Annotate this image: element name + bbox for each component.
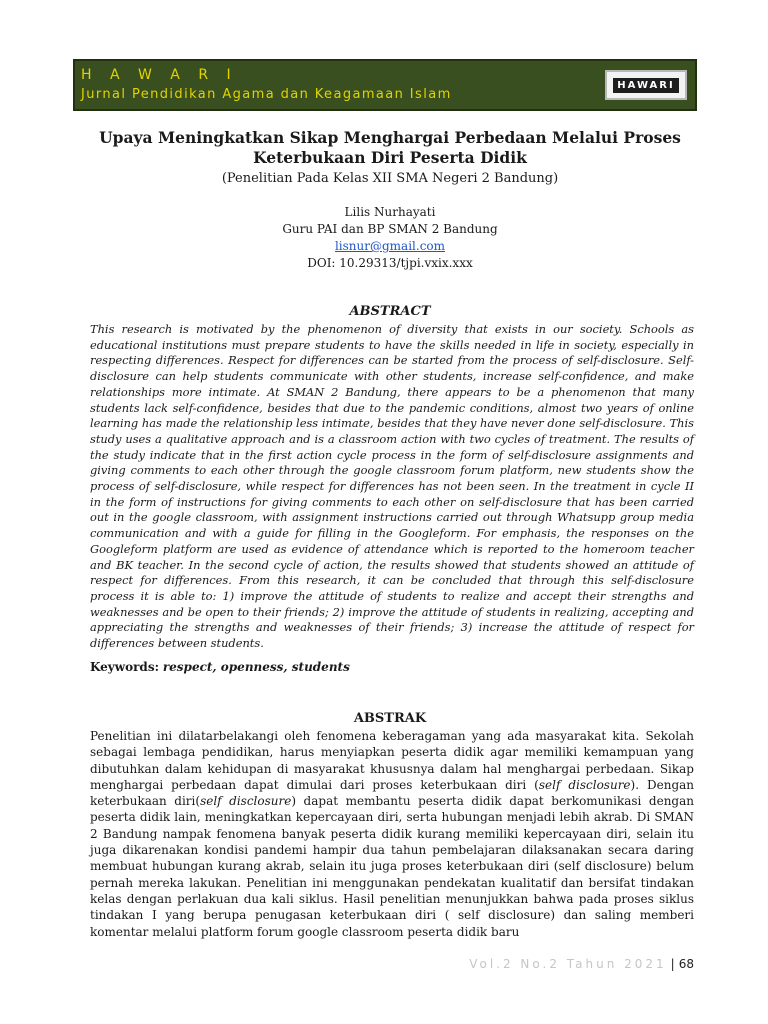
journal-logo (605, 70, 687, 100)
abstract-english-text: This research is motivated by the phenomenon of diversity that exists in our society. Schools as educational institutions must prepare students to have the skills needed in life in society, especially in respecting differences. Respect for differences can be started from the process of self-disclosure. Self-disclosure can help students communicate with other students, increase self-confidence, and make relationships more intimate. At SMAN 2 Bandung, there appears to be a phenomenon that many students lack self-confidence, besides that due to the pandemic conditions, almost two years of online learning has made the relationship less intimate, besides that they have never done self-disclosure. This study uses a qualitative approach and is a classroom action with two cycles of treatment. The results of the study indicate that in the first action cycle process in the form of self-disclosure assignments and giving comments to each other through the google classroom forum platform, new students show the process of self-disclosure, while respect for differences has not been seen. In the treatment in cycle II in the form of instructions for giving comments to each other on self-disclosure that has been carried out in the google classroom, with assignment instructions carried out through Whatsupp group media communication and with a guide for filling in the Googleform. For emphasis, the responses on the Googleform platform are used as evidence of attendance which is reported to the homeroom teacher and BK teacher. In the second cycle of action, the results showed that students showed an attitude of respect for differences. From this research, it can be concluded that through this self-disclosure process it is able to: 1) improve the attitude of students to realize and accept their strengths and weaknesses and be open to their friends; 2) improve the attitude of students in realizing, accepting and appreciating the strengths and weaknesses of their friends; 3) increase the attitude of respect for differences between students. (90, 322, 694, 651)
journal-name: H A W A R I (81, 67, 238, 83)
author-email-link[interactable]: lisnur@gmail.com (334, 239, 446, 253)
keywords-line (90, 660, 350, 674)
article-title (90, 128, 690, 168)
abstrak-text-part3: ) dapat membantu peserta didik dapat berkomunikasi dengan peserta didik lain, meningkatkan kepercayaan diri, serta hubungan menjadi lebih akrab. Di SMAN 2 Bandung nampak fenomena banyak peserta didik kurang memiliki kepercayaan diri, selain itu juga dikarenakan kondisi pandemi hampir dua tahun pembelajaran dilaksanakan secara daring membuat hubungan kurang akrab, selain itu juga proses keterbukaan diri (self disclosure) belum pernah mereka lakukan. Penelitian ini menggunakan pendekatan kualitatif dan bersifat tindakan kelas dengan perlakuan dua kali siklus. Hasil penelitian menunjukkan bahwa pada proses siklus tindakan I yang berupa penugasan keterbukaan diri ( self disclosure) dan saling memberi komentar melalui platform forum google classroom peserta didik baru (90, 794, 694, 939)
abstrak-text-part1: Penelitian ini dilatarbelakangi oleh fenomena keberagaman yang ada masyarakat kita. Sekolah sebagai lembaga pendidikan, harus menyiapkan peserta didik agar memiliki kemampuan yang dibutuhkan dalam kehidupan di masyarakat khususnya dalam hal menghargai perbedaan. Sikap menghargai perbedaan dapat dimulai dari proses keterbukaan diri ( (90, 729, 694, 792)
author-block (90, 204, 690, 272)
article-subtitle: (Penelitian Pada Kelas XII SMA Negeri 2 Bandung) (221, 171, 559, 186)
author-name: Lilis Nurhayati (344, 205, 436, 219)
abstrak-indonesian-text (90, 728, 694, 940)
journal-subtitle: Jurnal Pendidikan Agama dan Keagamaan Islam (81, 87, 452, 102)
page-number: 68 (678, 957, 694, 971)
abstrak-text-part2: ). Dengan keterbukaan diri( (90, 777, 695, 809)
abstrak-italic-term2: self disclosure (200, 794, 292, 809)
article-title-line2: Keterbukaan Diri Peserta Didik (253, 148, 527, 167)
keywords-values: respect, openness, students (162, 660, 350, 674)
journal-banner (73, 59, 697, 111)
footer-separator: | (670, 957, 675, 971)
abstract-heading: ABSTRACT (349, 304, 431, 319)
journal-logo-text: HAWARI (613, 78, 678, 93)
article-title-line1: Upaya Meningkatkan Sikap Menghargai Perbedaan Melalui Proses (99, 128, 681, 147)
keywords-label: Keywords: (90, 660, 160, 674)
footer-volume: Vol.2 No.2 Tahun 2021 (469, 957, 667, 971)
article-doi: DOI: 10.29313/tjpi.vxix.xxx (307, 256, 473, 270)
author-affiliation: Guru PAI dan BP SMAN 2 Bandung (282, 222, 498, 236)
abstrak-italic-term1: self disclosure (538, 777, 631, 792)
abstrak-heading: ABSTRAK (353, 711, 427, 726)
page-footer (469, 957, 694, 971)
